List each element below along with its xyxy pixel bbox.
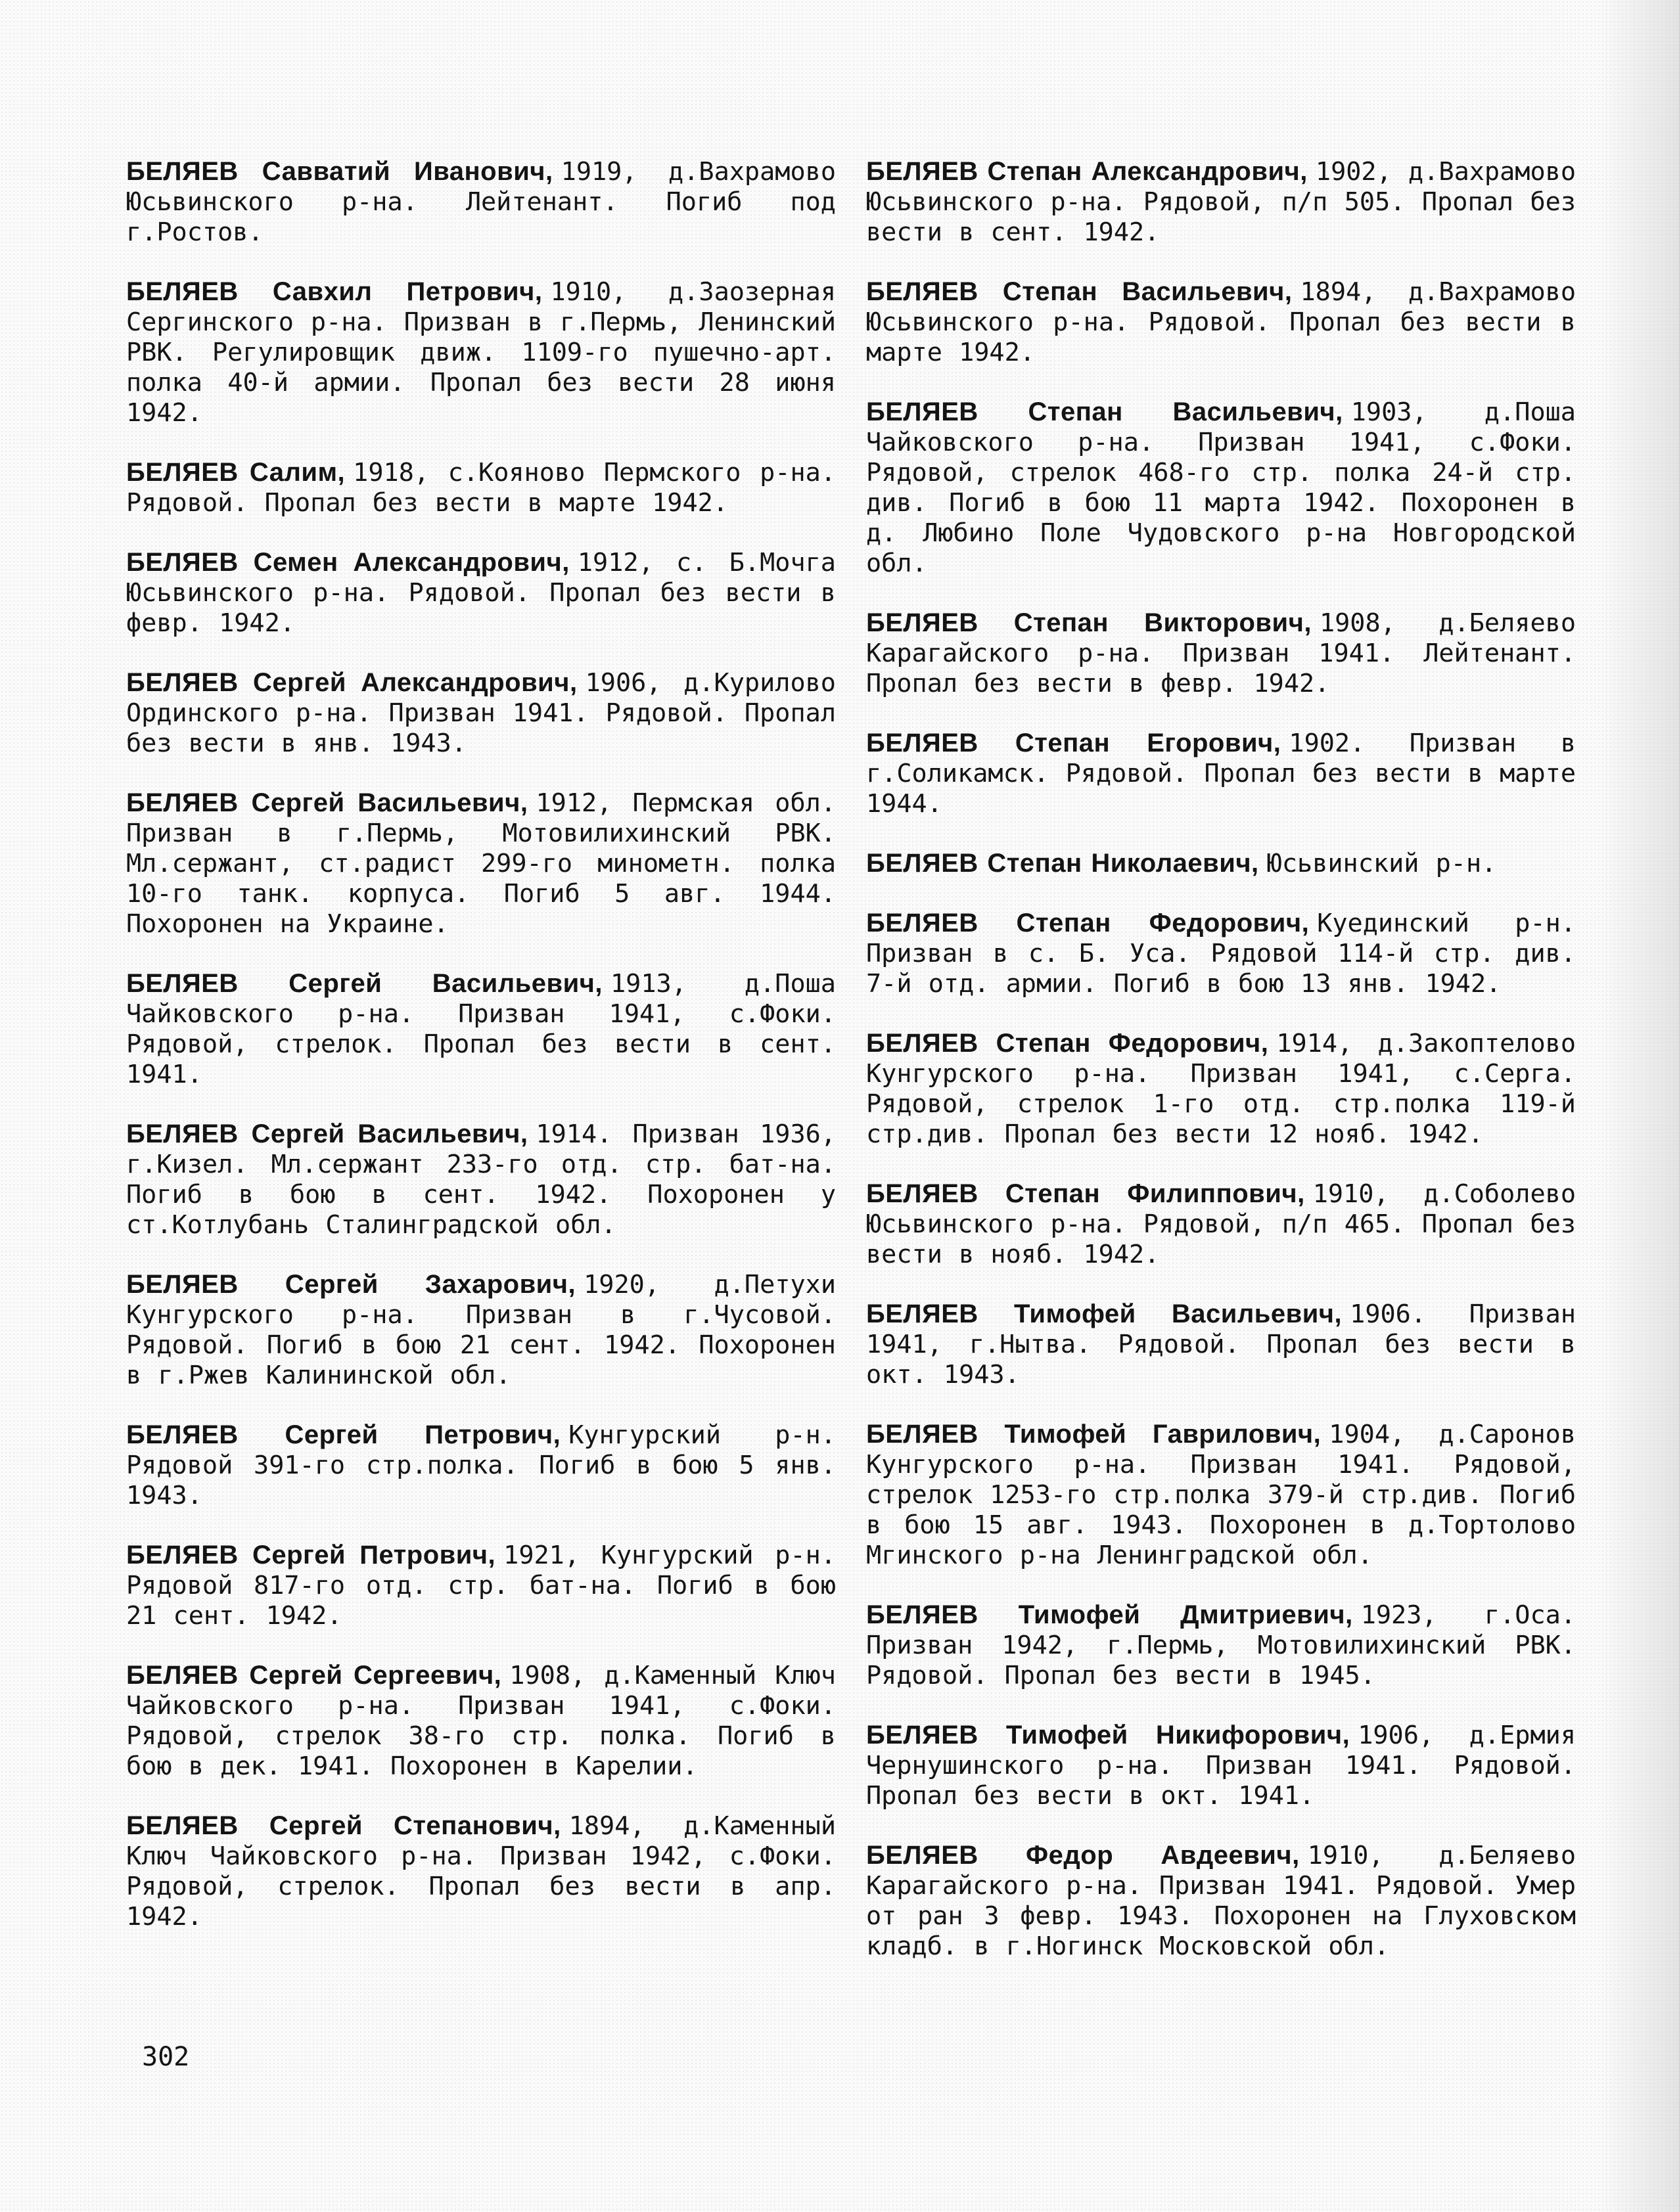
entry-name: БЕЛЯЕВ Тимофей Васильевич, xyxy=(866,1299,1343,1328)
entry xyxy=(126,1540,836,1631)
left-column xyxy=(126,156,836,1961)
entry xyxy=(866,1028,1576,1150)
entry-text: 1902, д.Вахрамово Юсьвинского р-на. Рядовой, п/п 505. Пропал без вести в сент. 1942. xyxy=(866,157,1576,247)
entry xyxy=(866,908,1576,999)
entry-text: 1918, с.Кояново Пермского р-на. Рядовой. Пропал без вести в марте 1942. xyxy=(126,458,836,518)
entry-name: БЕЛЯЕВ Степан Егорович, xyxy=(866,729,1281,757)
entry-text: 1894, д.Вахрамово Юсьвинского р-на. Рядовой. Пропал без вести в марте 1942. xyxy=(866,277,1576,367)
entry-text: 1920, д.Петухи Кунгурского р-на. Призван в г.Чусовой. Рядовой. Погиб в бою 21 сент. 1942. Похоронен в г.Ржев Калининской обл. xyxy=(126,1270,837,1390)
entry xyxy=(126,788,836,939)
entry-name: БЕЛЯЕВ Савватий Иванович, xyxy=(126,157,553,186)
entry-text: 1923, г.Оса. Призван 1942, г.Пермь, Мотовилихинский РВК. Рядовой. Пропал без вести в 1945. xyxy=(866,1600,1576,1690)
entry-name: БЕЛЯЕВ Салим, xyxy=(126,458,346,487)
entry-text: Куединский р-н. Призван в с. Б. Уса. Рядовой 114-й стр. див. 7-й отд. армии. Погиб в бою 13 янв. 1942. xyxy=(866,909,1576,999)
entry-name: БЕЛЯЕВ Степан Александрович, xyxy=(866,157,1308,186)
page-number: 302 xyxy=(142,2042,190,2072)
entry-name: БЕЛЯЕВ Сергей Александрович, xyxy=(126,668,578,697)
entry xyxy=(126,968,836,1090)
entry xyxy=(126,1269,836,1391)
page-edge-shadow xyxy=(1600,0,1679,2212)
entry-name: БЕЛЯЕВ Степан Васильевич, xyxy=(866,397,1343,426)
entry-text: 1906, д.Курилово Ординского р-на. Призван 1941. Рядовой. Пропал без вести в янв. 1943. xyxy=(126,668,836,758)
entry-name: БЕЛЯЕВ Сергей Васильевич, xyxy=(126,969,603,998)
entry xyxy=(866,728,1576,819)
entry xyxy=(866,1179,1576,1270)
entry-text: 1914. Призван 1936, г.Кизел. Мл.сержант 233-го отд. стр. бат-на. Погиб в бою в сент. 1942. Похоронен у ст.Котлубань Сталинградской обл. xyxy=(126,1119,836,1240)
entry xyxy=(126,667,836,759)
entry-name: БЕЛЯЕВ Тимофей Никифорович, xyxy=(866,1721,1350,1749)
entry-text: 1910, д.Заозерная Сергинского р-на. Призван в г.Пермь, Ленинский РВК. Регулировщик движ. 1109-го пушечно-арт. полка 40-й армии. Пропал без вести 28 июня 1942. xyxy=(126,277,837,428)
right-column xyxy=(866,156,1576,1991)
entry-text: 1919, д.Вахрамово Юсьвинского р-на. Лейтенант. Погиб под г.Ростов. xyxy=(126,157,837,247)
entry-text: 1921, Кунгурский р-н. Рядовой 817-го отд. стр. бат-на. Погиб в бою 21 сент. 1942. xyxy=(126,1541,836,1631)
entry xyxy=(126,547,836,639)
entry-name: БЕЛЯЕВ Сергей Васильевич, xyxy=(126,788,528,817)
entry xyxy=(126,1811,836,1932)
entry xyxy=(866,1720,1576,1811)
entry-name: БЕЛЯЕВ Сергей Степанович, xyxy=(126,1811,561,1840)
entry-text: 1902. Призван в г.Соликамск. Рядовой. Пропал без вести в марте 1944. xyxy=(866,729,1576,819)
entry-name: БЕЛЯЕВ Сергей Петрович, xyxy=(126,1420,561,1449)
entry-text: 1904, д.Саронов Кунгурского р-на. Призван 1941. Рядовой, стрелок 1253-го стр.полка 379-й стр.див. Погиб в бою 15 авг. 1943. Похоронен в д.Тортолово Мгинского р-на Ленинградской обл. xyxy=(866,1420,1576,1570)
entry-name: БЕЛЯЕВ Федор Авдеевич, xyxy=(866,1841,1300,1870)
entry xyxy=(126,1420,836,1511)
entry-text: 1906, д.Ермия Чернушинского р-на. Призван 1941. Рядовой. Пропал без вести в окт. 1941. xyxy=(866,1721,1576,1811)
entry-text: 1903, д.Поша Чайковского р-на. Призван 1941, с.Фоки. Рядовой, стрелок 468-го стр. полка 24-й стр. див. Погиб в бою 11 марта 1942. Похоронен в д. Любино Поле Чудовского р-на Новгородской обл. xyxy=(866,397,1576,578)
entry-name: БЕЛЯЕВ Степан Федорович, xyxy=(866,909,1310,937)
entry xyxy=(126,1119,836,1240)
entry-text: 1912, с. Б.Мочга Юсьвинского р-на. Рядовой. Пропал без вести в февр. 1942. xyxy=(126,548,836,638)
entry-name: БЕЛЯЕВ Тимофей Гаврилович, xyxy=(866,1420,1322,1449)
entry xyxy=(126,277,836,428)
entry-name: БЕЛЯЕВ Степан Филиппович, xyxy=(866,1179,1305,1208)
entry-text: 1894, д.Каменный Ключ Чайковского р-на. Призван 1942, с.Фоки. Рядовой, стрелок. Пропал без вести в апр. 1942. xyxy=(126,1811,836,1931)
entry xyxy=(866,848,1576,879)
entry xyxy=(866,397,1576,579)
entry xyxy=(866,1299,1576,1390)
entry-text: 1910, д.Соболево Юсьвинского р-на. Рядовой, п/п 465. Пропал без вести в нояб. 1942. xyxy=(866,1179,1576,1269)
entry-name: БЕЛЯЕВ Степан Николаевич, xyxy=(866,849,1259,878)
entry-text: 1913, д.Поша Чайковского р-на. Призван 1941, с.Фоки. Рядовой, стрелок. Пропал без вести в сент. 1941. xyxy=(126,969,836,1089)
entry-text: Кунгурский р-н. Рядовой 391-го стр.полка. Погиб в бою 5 янв. 1943. xyxy=(126,1420,837,1510)
entry-text: 1908, д.Каменный Ключ Чайковского р-на. Призван 1941, с.Фоки. Рядовой, стрелок 38-го стр. полка. Погиб в бою в дек. 1941. Похоронен в Карелии. xyxy=(126,1661,836,1781)
entry-name: БЕЛЯЕВ Сергей Сергеевич, xyxy=(126,1661,502,1690)
entry xyxy=(866,156,1576,248)
entry xyxy=(126,156,836,248)
entry-name: БЕЛЯЕВ Сергей Захарович, xyxy=(126,1270,576,1299)
entry xyxy=(126,1660,836,1782)
entry xyxy=(866,1840,1576,1962)
entry-text: 1908, д.Беляево Карагайского р-на. Призван 1941. Лейтенант. Пропал без вести в февр. 1942. xyxy=(866,608,1576,698)
entry-name: БЕЛЯЕВ Степан Васильевич, xyxy=(866,277,1293,306)
entry xyxy=(866,1419,1576,1571)
entry-text: 1912, Пермская обл. Призван в г.Пермь, Мотовилихинский РВК. Мл.сержант, ст.радист 299-го минометн. полка 10-го танк. корпуса. Погиб 5 авг. 1944. Похоронен на Украине. xyxy=(126,788,836,939)
entry-text: 1910, д.Беляево Карагайского р-на. Призван 1941. Рядовой. Умер от ран 3 февр. 1943. Похоронен на Глуховском кладб. в г.Ногинск Московской обл. xyxy=(866,1841,1576,1961)
entry xyxy=(866,608,1576,699)
entry-name: БЕЛЯЕВ Сергей Петрович, xyxy=(126,1541,496,1569)
entry-name: БЕЛЯЕВ Сергей Васильевич, xyxy=(126,1119,528,1148)
entry xyxy=(866,1600,1576,1691)
entry-name: БЕЛЯЕВ Степан Федорович, xyxy=(866,1029,1269,1058)
entry-name: БЕЛЯЕВ Тимофей Дмитриевич, xyxy=(866,1600,1353,1629)
entry xyxy=(866,277,1576,368)
entry xyxy=(126,457,836,518)
entry-text: 1914, д.Закоптелово Кунгурского р-на. Призван 1941, с.Серга. Рядовой, стрелок 1-го отд. стр.полка 119-й стр.див. Пропал без вести 12 нояб. 1942. xyxy=(866,1029,1576,1149)
entry-text: Юсьвинский р-н. xyxy=(1266,849,1497,878)
entry-name: БЕЛЯЕВ Семен Александрович, xyxy=(126,548,570,577)
entry-text: 1906. Призван 1941, г.Нытва. Рядовой. Пропал без вести в окт. 1943. xyxy=(866,1299,1576,1389)
entry-name: БЕЛЯЕВ Степан Викторович, xyxy=(866,608,1312,637)
entry-name: БЕЛЯЕВ Савхил Петрович, xyxy=(126,277,543,306)
